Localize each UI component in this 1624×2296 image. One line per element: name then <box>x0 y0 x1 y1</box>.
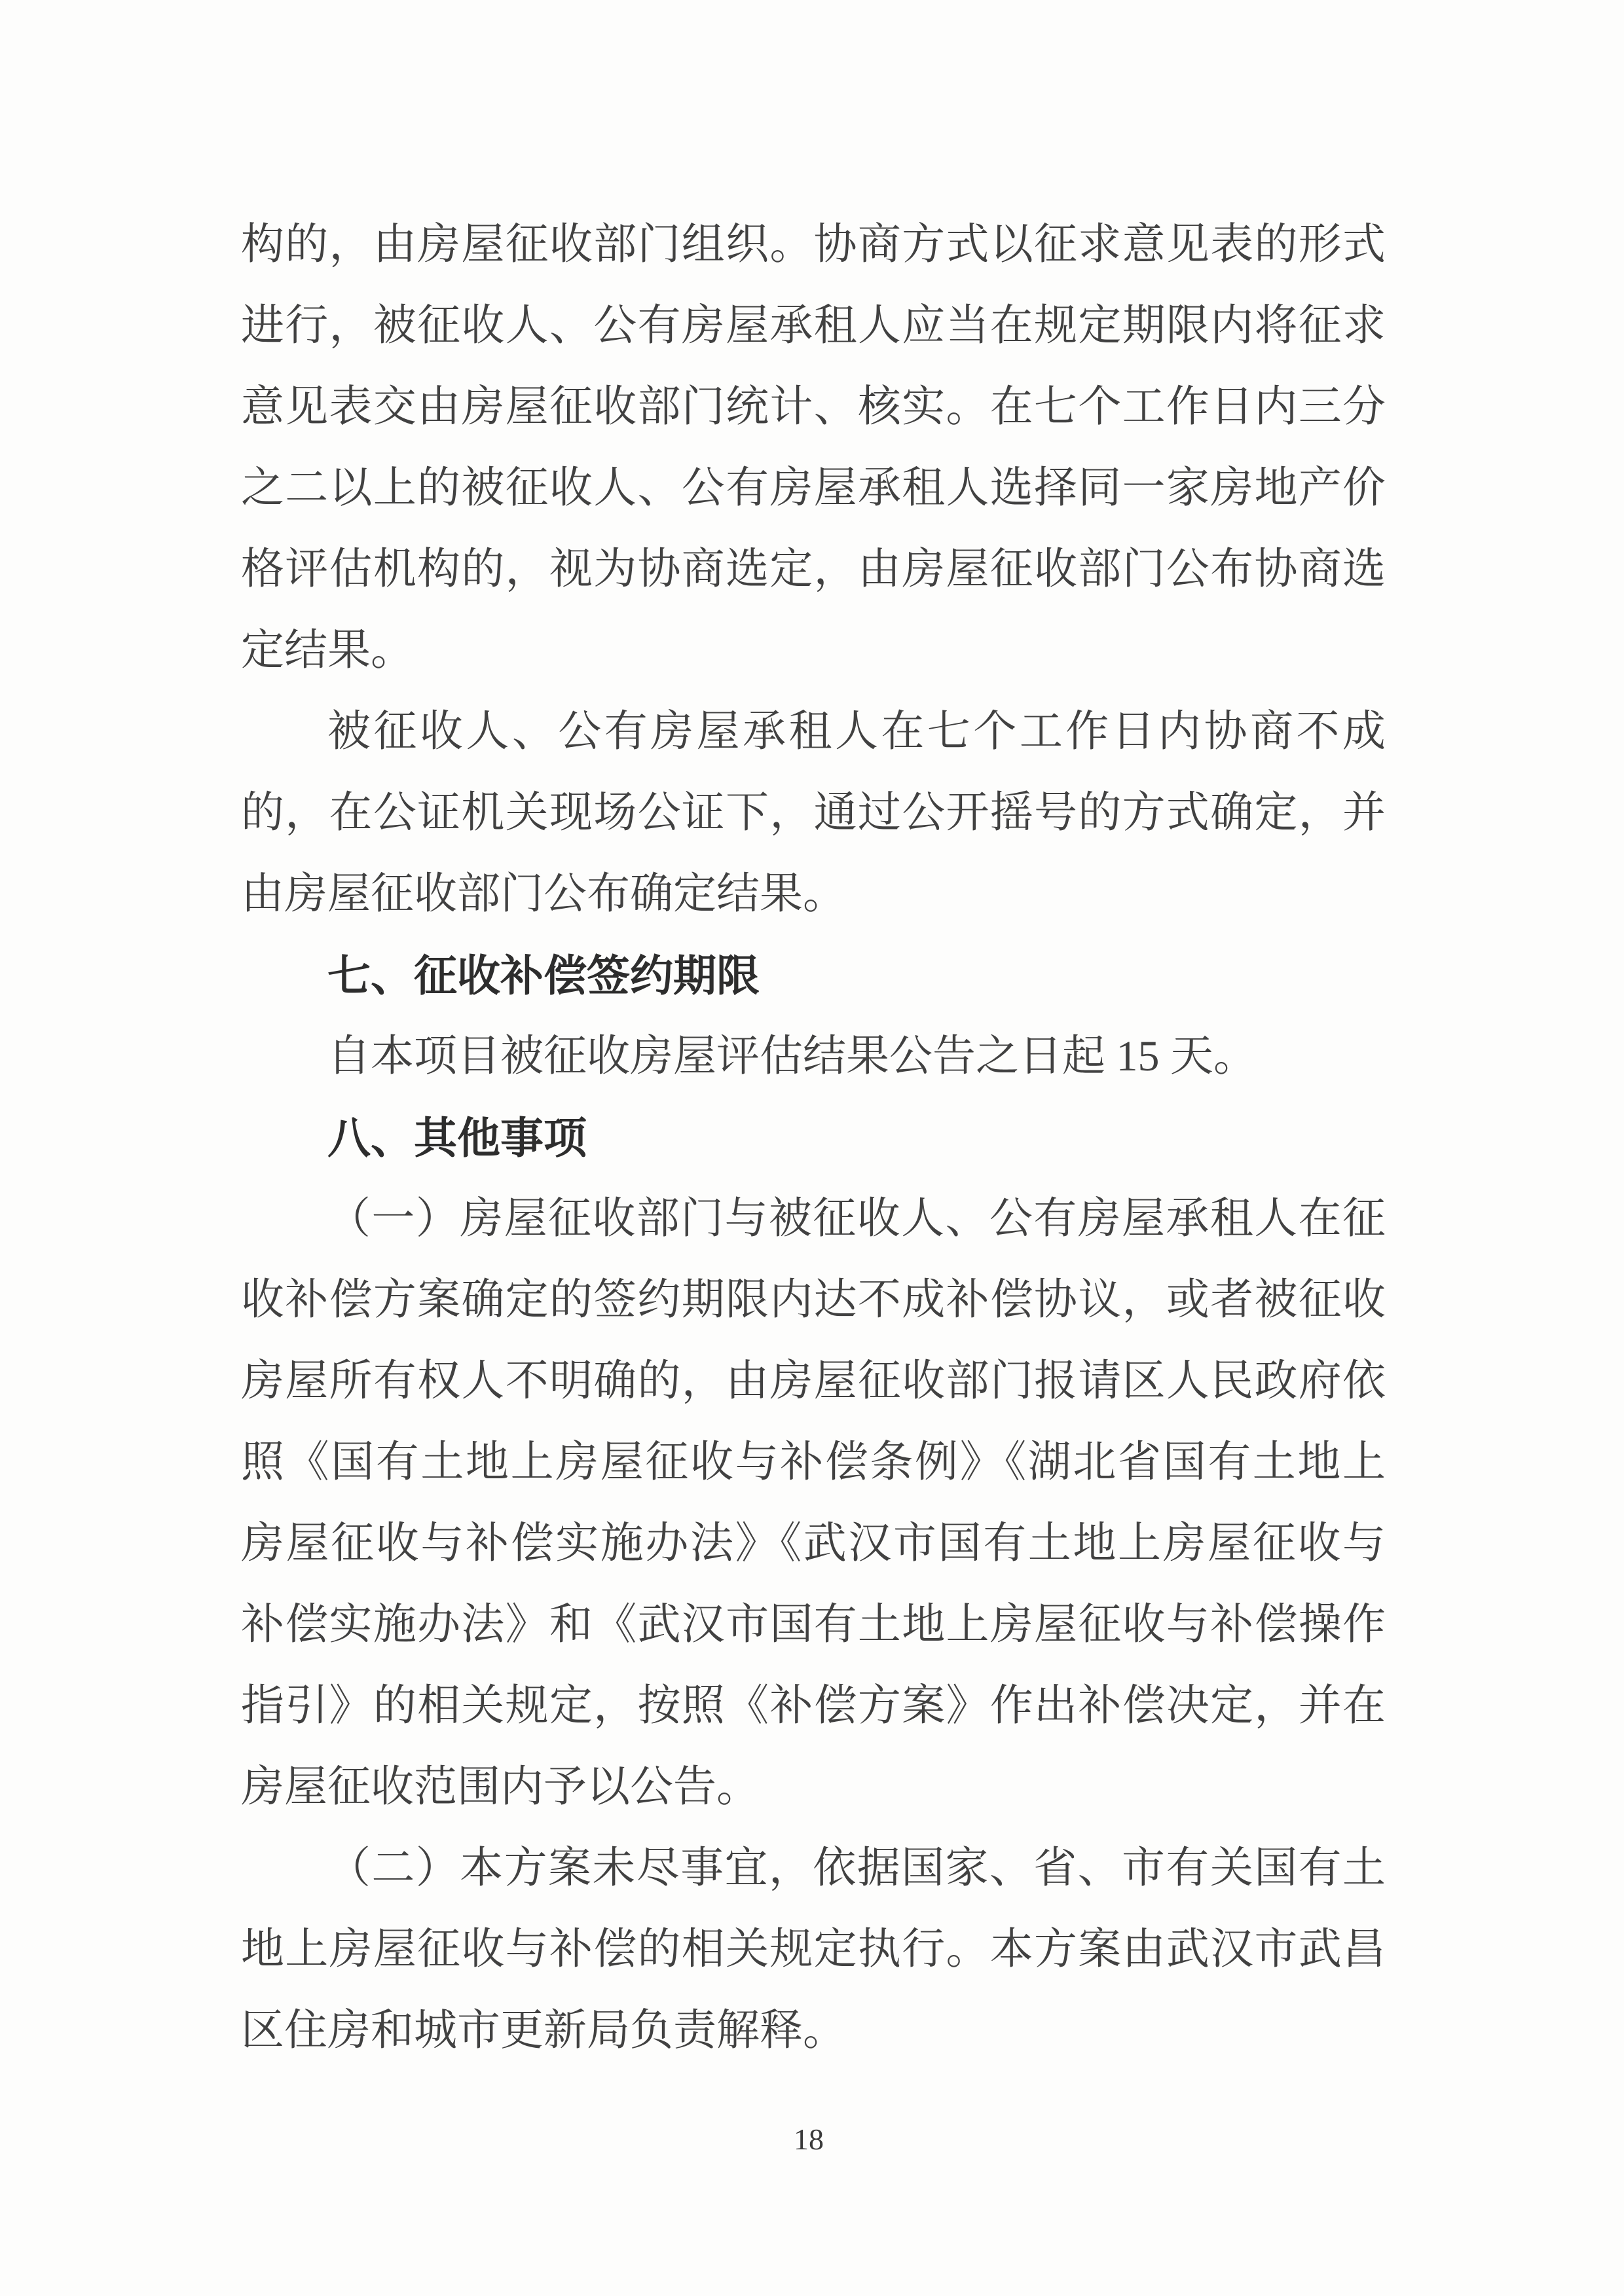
text-line: 指引》的相关规定，按照《补偿方案》作出补偿决定，并在 <box>241 1682 1386 1730</box>
text-line: 房屋征收范围内予以公告。 <box>241 1763 760 1811</box>
page-text <box>241 204 1386 2071</box>
text-line: 自本项目被征收房屋评估结果公告之日起 15 天。 <box>327 1032 1257 1080</box>
text-line: 的，在公证机关现场公证下，通过公开摇号的方式确定，并 <box>241 789 1386 837</box>
page-number: 18 <box>794 2123 824 2156</box>
text-line: 定结果。 <box>241 627 414 674</box>
text-line: 进行，被征收人、公有房屋承租人应当在规定期限内将征求 <box>241 302 1386 350</box>
text-line: 补偿实施办法》和《武汉市国有土地上房屋征收与补偿操作 <box>241 1601 1386 1649</box>
text-line: 构的，由房屋征收部门组织。协商方式以征求意见表的形式 <box>241 221 1386 268</box>
text-line: 被征收人、公有房屋承租人在七个工作日内协商不成 <box>327 708 1386 756</box>
text-line: 收补偿方案确定的签约期限内达不成补偿协议，或者被征收 <box>241 1276 1386 1324</box>
text-line: 地上房屋征收与补偿的相关规定执行。本方案由武汉市武昌 <box>241 1925 1386 1973</box>
text-line: 意见表交由房屋征收部门统计、核实。在七个工作日内三分 <box>241 383 1386 431</box>
text-line: （一）房屋征收部门与被征收人、公有房屋承租人在征 <box>327 1195 1386 1243</box>
text-line: 之二以上的被征收人、公有房屋承租人选择同一家房地产价 <box>241 464 1386 512</box>
text-line: 区住房和城市更新局负责解释。 <box>241 2007 846 2054</box>
text-line: 由房屋征收部门公布确定结果。 <box>241 870 846 918</box>
text-line: 格评估机构的，视为协商选定，由房屋征收部门公布协商选 <box>241 545 1386 593</box>
heading-section-8: 八、其他事项 <box>327 1114 587 1162</box>
text-line: 房屋所有权人不明确的，由房屋征收部门报请区人民政府依 <box>241 1357 1386 1405</box>
heading-section-7: 七、征收补偿签约期限 <box>327 951 760 1000</box>
text-line: 房屋征收与补偿实施办法》《武汉市国有土地上房屋征收与 <box>241 1520 1386 1567</box>
text-line: （二）本方案未尽事宜，依据国家、省、市有关国有土 <box>327 1844 1386 1892</box>
text-line: 照《国有土地上房屋征收与补偿条例》《湖北省国有土地上 <box>241 1438 1386 1486</box>
